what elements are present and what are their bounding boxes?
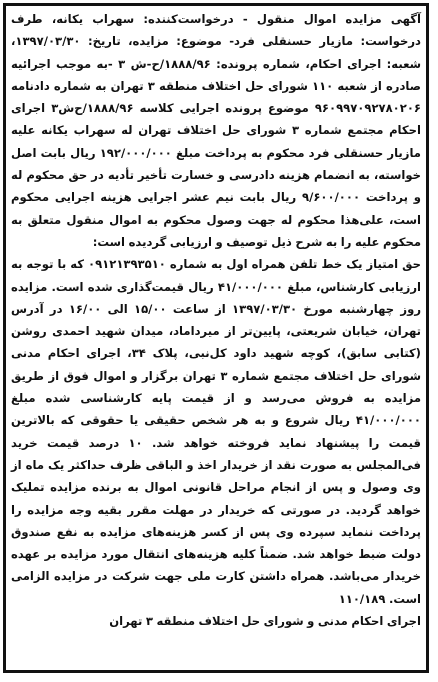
auction-notice xyxy=(3,3,429,673)
notice-details-paragraph: حق امتیاز یک خط تلفن همراه اول به شماره ۰۹۱۲۱۳۹۳۵۱۰ که با توجه به ارزیابی کارشناس، مبلغ ۴۱/۰۰۰/۰۰۰ ریال قیمت‌گذاری شده است. مزایده روز چهارشنبه مورخ ۱۳۹۷/۰۳/۳۰ از ساعت ۱۵/۰۰ الی ۱۶/۰۰ در آدرس تهران، خیابان شریعتی، پایین‌تر از میرداماد، میدان شهید احمدی روشن (کتابی سابق)، کوچه شهید داود کل‌نبی، پلاک ۳۴، اجرای احکام مدنی شورای حل اختلاف مجتمع شماره ۳ تهران برگزار و اموال فوق از طریق مزایده به فروش می‌رسد و از قیمت پایه کارشناسی شده مبلغ ۴۱/۰۰۰/۰۰۰ ریال شروع و به هر شخص حقیقی یا حقوقی که بالاترین قیمت را پیشنهاد نماید فروخته خواهد شد. ۱۰ درصد قیمت خرید فی‌المجلس به صورت نقد از خریدار اخذ و الباقی ظرف حداکثر یک ماه از وی وصول و پس از انجام مراحل قانونی اموال به برنده مزایده تملیک خواهد گردید. در صورتی که خریدار در مهلت مقرر بقیه وجه مزایده را پرداخت ننماید سپرده وی پس از کسر هزینه‌های مزایده به نفع صندوق دولت ضبط خواهد شد. ضمناً کلیه هزینه‌های انتقال مورد مزایده بر عهده خریدار می‌باشد. همراه داشتن کارت ملی جهت شرکت در مزایده الزامی است. ۱۱۰/۱۸۹ xyxy=(11,257,422,606)
notice-signature: اجرای احکام مدنی و شورای حل اختلاف منطقه ۳ تهران xyxy=(109,614,421,629)
notice-header-paragraph: آگهی مزایده اموال منقول - درخواست‌کننده: سهراب یکانه، طرف درخواست: مازیار حسنقلی فرد- موضوع: مزایده، تاریخ: ۱۳۹۷/۰۳/۳۰، شعبه: اجرای احکام، شماره پرونده: ۱۸۸۸/۹۶/ح-ش ۳ -به موجب اجرائیه صادره از شعبه ۱۱۰ شورای حل اختلاف منطقه ۳ تهران به شماره دادنامه ۹۶۰۹۹۷۰۹۲۷۸۰۲۰۶ موضوع پرونده اجرایی کلاسه ۱۸۸۸/۹۶/ح‌ش۳ اجرای احکام مجتمع شماره ۳ شورای حل اختلاف تهران له سهراب یکانه علیه مازیار حسنقلی فرد محکوم به پرداخت مبلغ ۱۹۲/۰۰۰/۰۰۰ ریال بابت اصل خواسته، به انضمام هزینه دادرسی و خسارت تأخیر تأدیه در حق محکوم له و پرداخت ۹/۶۰۰/۰۰۰ ریال بابت نیم عشر اجرایی هزینه اجرایی محکوم است، علی‌هذا محکوم له جهت وصول محکوم به اموال منقول متعلق به محکوم علیه را به شرح ذیل توصیف و ارزیابی گردیده است: xyxy=(11,12,422,249)
